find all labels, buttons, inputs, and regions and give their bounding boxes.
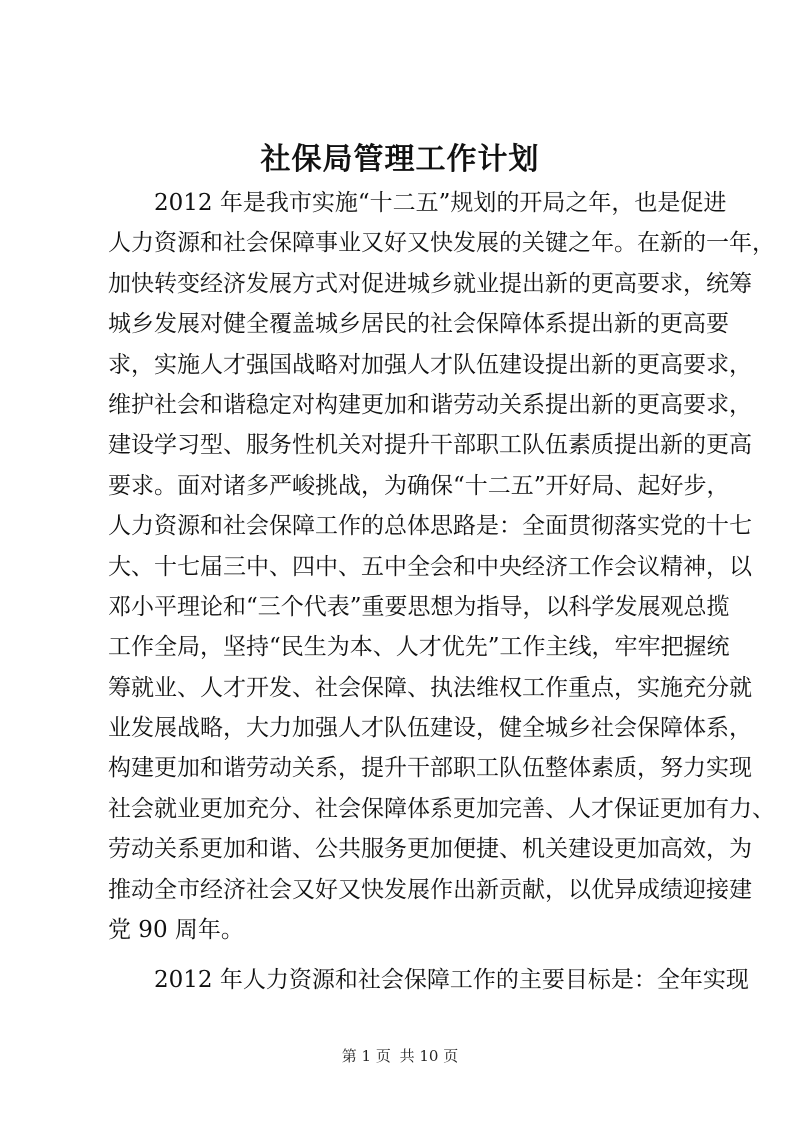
text-line: 求，实施人才强国战略对加强人才队伍建设提出新的更高要求， [108, 351, 752, 378]
text-line: 推动全市经济社会又好又快发展作出新贡献，以优异成绩迎接建 [108, 876, 752, 903]
page-total: 共 10 页 [399, 1047, 459, 1065]
text-line: 筹就业、人才开发、社会保障、执法维权工作重点，实施充分就 [108, 674, 752, 701]
text-line: 人力资源和社会保障工作的总体思路是：全面贯彻落实党的十七 [108, 513, 752, 540]
paragraph-2 [108, 960, 749, 1000]
text-line: 要求。面对诸多严峻挑战，为确保“十二五”开好局、起好步， [108, 472, 730, 499]
text-line: 邓小平理论和“三个代表”重要思想为指导，以科学发展观总揽 [108, 593, 730, 620]
text-line: 大、十七届三中、四中、五中全会和中央经济工作会议精神，以 [108, 553, 752, 580]
page-number: 第 1 页 [341, 1047, 391, 1065]
text-line: 劳动关系更加和谐、公共服务更加便捷、机关建设更加高效，为 [108, 836, 752, 863]
text-line: 2012 年人力资源和社会保障工作的主要目标是：全年实现 [154, 967, 749, 994]
text-line: 人力资源和社会保障事业又好又快发展的关键之年。在新的一年， [108, 230, 775, 257]
text-line: 业发展战略，大力加强人才队伍建设，健全城乡社会保障体系， [108, 715, 752, 742]
text-line: 城乡发展对健全覆盖城乡居民的社会保障体系提出新的更高要 [108, 311, 729, 338]
text-line: 维护社会和谐稳定对构建更加和谐劳动关系提出新的更高要求， [108, 391, 752, 418]
text-line: 建设学习型、服务性机关对提升干部职工队伍素质提出新的更高 [108, 432, 752, 459]
page-footer [0, 1046, 800, 1066]
text-line: 社会就业更加充分、社会保障体系更加完善、人才保证更加有力、 [108, 795, 775, 822]
text-line: 2012 年是我市实施“十二五”规划的开局之年，也是促进 [154, 190, 727, 216]
text-line: 构建更加和谐劳动关系，提升干部职工队伍整体素质，努力实现 [108, 755, 752, 782]
paragraph-1 [108, 183, 775, 950]
text-line: 党 90 周年。 [108, 917, 244, 944]
text-line: 工作全局，坚持“民生为本、人才优先”工作主线，牢牢把握统 [108, 634, 730, 661]
text-line: 加快转变经济发展方式对促进城乡就业提出新的更高要求，统筹 [108, 270, 752, 297]
document-body [108, 183, 775, 1001]
document-title: 社保局管理工作计划 [260, 142, 540, 177]
